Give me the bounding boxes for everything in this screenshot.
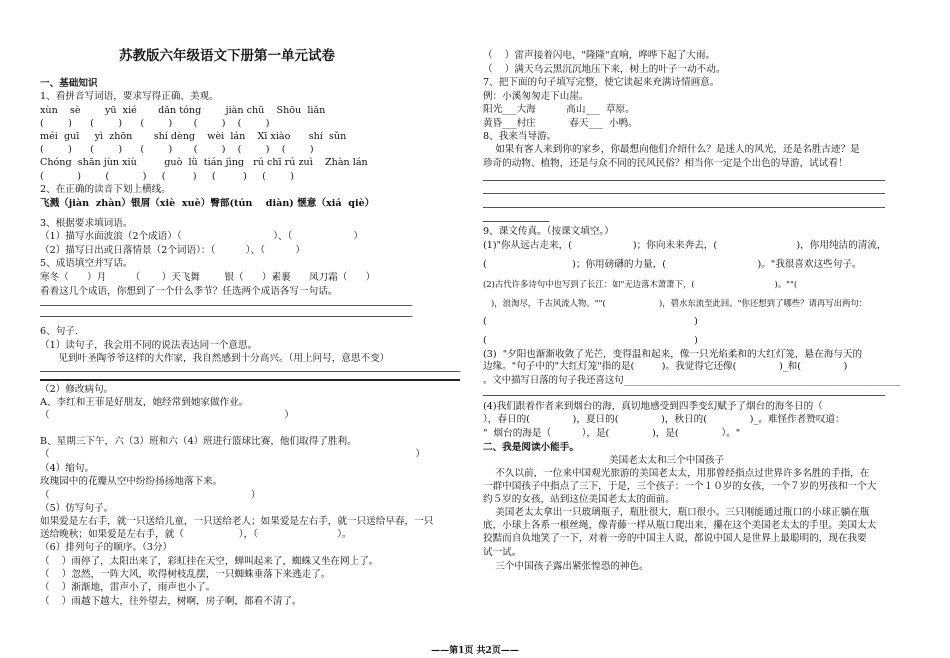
question-line: A、李红和王菲是好朋友，她经常到她家做作业。: [40, 397, 249, 408]
question-line: (3) "夕阳也渐渐收敛了光芒，变得温和起来，像一只光焰柔和的大红灯笼，悬在海与天的: [483, 349, 863, 360]
answer-row: ( ) ( ) ( ) ( ) ( ): [40, 118, 270, 129]
question-line: 。文中描写日落的句子我还喜这句___________________________________________________________: [483, 375, 901, 386]
question-line: 8、我来当导游。: [483, 131, 557, 142]
question-line: 阳光___大海 高山___ 草原。: [483, 104, 635, 115]
question-line: 例：小溪匆匆走下山崖。: [483, 91, 589, 102]
answer-underline: [40, 379, 460, 381]
question-line: 7、把下面的句子填写完整，使它读起来充满诗情画意。: [483, 77, 720, 88]
question-line: （5）仿写句子。: [40, 503, 114, 514]
pinyin-row: méi guī yì zhōn shí dèng wèi lán Xī xiào shí sǔn: [40, 131, 347, 142]
answer-row: （ ）: [40, 410, 295, 421]
answer-underline: [483, 193, 885, 194]
question-line: 如果有客人来到你的家乡，你最想向他们介绍什么？是迷人的风光，还是名胜古迹？是: [483, 144, 860, 155]
ordering-sentence: （ ）忽然，一阵大风，吹得树枝乱摆，一只蜘蛛垂落下来逃走了。: [40, 569, 331, 580]
ordering-sentence: （ ）雷声接着闪电，"隆隆"直响，哗哗下起了大雨。: [483, 50, 716, 61]
exam-title: 苏教版六年级语文下册第一单元试卷: [119, 48, 335, 64]
answer-row: （ ）: [40, 449, 426, 460]
question-line: ( )；你用磅礴的力量，( )。"我很喜欢这些句子。: [483, 259, 862, 270]
section-heading: 二、我是阅读小能手。: [483, 442, 579, 453]
question-line: 黄昏___村庄 春天___ 小鸭。: [483, 118, 638, 129]
question-line: 9、课文传真。（按课文填空。）: [483, 226, 614, 237]
pinyin-row: Chóng shān jùn xiù guò lǜ tián jìng rú chī rú zuì Zhàn lán: [40, 157, 368, 168]
question-line: （6）排列句子的顺序。（3分）: [40, 542, 173, 553]
question-line: 见到叶圣陶爷爷这样的大作家，我自然感到十分高兴。（用上问号，意思不变）: [40, 353, 390, 364]
passage-line: 狡黠而自负地笑了一下，对着一旁的中国主人说，都说中国人是世界上最聪明的，现在我要: [483, 533, 867, 544]
pinyin-row: xùn sè yū xié dǎn tóng jiàn chū Shōu liǎn: [40, 105, 326, 116]
ordering-sentence: （ ）满天乌云黑沉沉地压下来，树上的叶子一动不动。: [483, 64, 726, 75]
question-line: （4）缩句。: [40, 463, 95, 474]
answer-underline: [40, 316, 412, 317]
question-line: (2)古代许多诗句中也写到了长江：如"无边落木萧萧下，( )。""(: [483, 279, 798, 289]
reading-choice-line: 飞溅（jiàn zhàn）银屑（xiè xuè）臀部(tún diàn) 惬意（xiá qiè）: [40, 198, 375, 209]
passage-line: 美国老太太拿出一只玻璃瓶子，瓶肚很大，瓶口很小。三只刚能通过瓶口的小球正躺在瓶: [483, 507, 870, 518]
question-line: 珍奇的动物、植物，还是与众不同的民风民俗？相当你一定是个出色的导游，试试看！: [483, 158, 848, 169]
ordering-sentence: （ ）雨停了，太阳出来了，彩虹挂在天空，蝉叫起来了，蜘蛛又坐在网上了。: [40, 556, 379, 567]
answer-row: ( ): [483, 335, 698, 346]
question-line: 3、根据要求填词语。: [40, 218, 133, 229]
answer-row: ( ) ( ) ( ) ( ) ( ) ( ): [40, 144, 314, 155]
answer-underline: [40, 371, 460, 372]
question-line: （1）描写水面波浪（2个成语）（ ）、（ ）: [40, 231, 363, 242]
passage-line: 底，小球上各系一根丝绳，像青藤一样从瓶口爬出来，攥在这个美国老太太的手里。美国太太: [483, 520, 877, 531]
ordering-sentence: （ ）渐渐地，雷声小了，雨声也小了。: [40, 582, 216, 593]
passage-line: 约５岁的女孩，站到这位美国老太太的面前。: [483, 494, 675, 505]
question-line: 送给晚秋；如果爱是左右手，就（ ），（ ）。: [40, 529, 352, 540]
question-line: 2、在正确的读音下划上横线。: [40, 184, 171, 195]
question-line: (1)"你从远古走来，( )；你向未来奔去，( )，你用纯洁的清流，: [483, 240, 887, 251]
passage-title: 美国老太太和三个中国孩子: [609, 455, 725, 466]
passage-line: 试一试。: [483, 547, 522, 558]
question-line: （2）修改病句。: [40, 384, 114, 395]
question-line: （1）读句子，我会用不同的说法表达同一个意思。: [40, 340, 258, 351]
section-heading: 一、基础知识: [40, 78, 98, 89]
question-line: (4)我们跟着作者来到烟台的海，真切地感受到四季变幻赋予了烟台的海冬日的（: [483, 401, 823, 412]
question-line: 看着这几个成语，你想到了一个什么季节？任选两个成语各写一句话。: [40, 286, 338, 297]
question-line: )，浪淘尽，千古风流人物。""( )，碧水东流至此回。"你还想到了哪些？请再写出两句：: [483, 298, 868, 308]
question-line: 玫瑰园中的花瓣从空中纷纷扬扬地落下来。: [40, 476, 223, 487]
question-line: B、星期三下午，六（3）班和六（4）班进行篮球比赛，他们取得了胜利。: [40, 436, 357, 447]
question-line: （2）描写日出或日落情景（2个词语）：（ ）、（ ）: [40, 245, 306, 256]
ordering-sentence: （ ）雨越下越大，往外望去，树啊，房子啊，都看不清了。: [40, 596, 302, 607]
question-line: 5、成语填空并写话。: [40, 258, 133, 269]
question-line: 边缘。"句子中的"大红灯笼"指的是( )。我觉得它还像( )_和( ): [483, 361, 848, 372]
question-line: " 烟台的海是（ ），是( )，是( ）。": [483, 428, 741, 439]
answer-row: ( ): [483, 316, 698, 327]
answer-row: ( ) ( ) ( ) ( ) ( ): [40, 171, 294, 182]
page-footer: ——第1页 共2页——: [431, 646, 519, 656]
answer-underline: [483, 395, 885, 396]
passage-line: 三个中国孩子露出紧张惶恐的神色。: [483, 561, 649, 572]
passage-line: 一群中国孩子中指点了三下，于是，三个孩子：一个１０岁的女孩，一个７岁的男孩和一个大: [483, 481, 877, 492]
question-line: 寒冬（ ）月 （ ）天飞舞 银（ ）素裹 凤刀霜（ ）: [40, 272, 376, 283]
answer-row: （ ）: [40, 490, 261, 501]
answer-underline: [483, 207, 885, 208]
answer-underline: [40, 305, 412, 306]
question-line: 6、句子.: [40, 326, 78, 337]
question-line: 如果爱是左右手，就一只送给儿童，一只送给老人；如果爱是左右手，就一只送给早春，一只: [40, 516, 434, 527]
passage-line: 不久以前，一位来中国观光旅游的美国老太太，用那曾经指点过世界许多名胜的手指，在: [483, 468, 870, 479]
question-line: 1、看拼音写词语，要求写得正确、美观。: [40, 91, 219, 102]
question-line: ），春日的( )，夏日的( )，秋日的( )_。难怪作者赞叹道：: [483, 414, 845, 425]
answer-underline: [483, 221, 549, 222]
answer-underline: [483, 180, 885, 181]
